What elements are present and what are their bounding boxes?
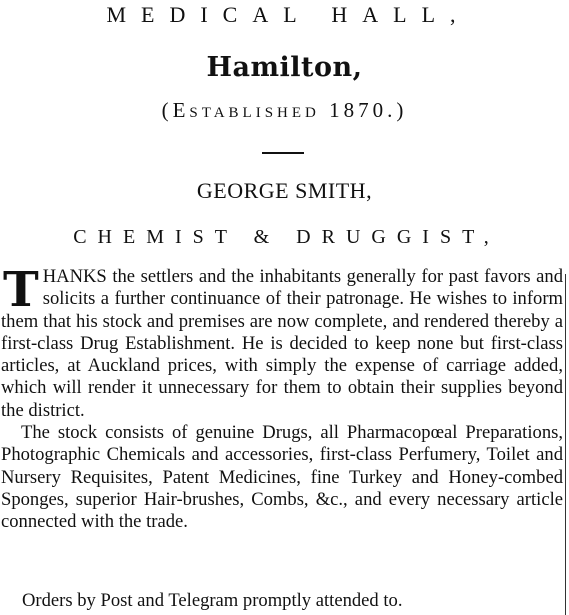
notice-body <box>1 262 563 534</box>
section-divider <box>262 152 304 154</box>
column-rule <box>565 274 566 615</box>
established-line: (Established 1870.) <box>161 98 408 122</box>
paragraph-1-text: the settlers and the inhabitants generally for past favors and solicits a further continuance of their patronage. He wishes to inform them that his stock and premises are now complete, and rendered thereby a first-class Drug Establishment. He is decided to keep none but first-class articles, at Auckland prices, with simply the expense of carriage added, which will render it unnecessary for them to obtain their supplies beyond the district. <box>1 266 563 421</box>
location-heading: Hamilton, <box>206 52 363 83</box>
drop-cap: T <box>3 262 39 318</box>
business-name: MEDICAL HALL, <box>106 2 471 27</box>
notice-paragraph-1 <box>1 262 563 422</box>
notice-paragraph-2 <box>1 422 563 533</box>
closing-line: Orders by Post and Telegram promptly attended to. <box>22 590 403 611</box>
proprietor-name: GEORGE SMITH, <box>196 178 373 203</box>
proprietor-trade: CHEMIST & DRUGGIST, <box>73 226 500 248</box>
lead-word: HANKS <box>42 266 107 287</box>
paragraph-2-text: The stock consists of genuine Drugs, all Pharmacopœal Preparations, Photographic Chemicals and accessories, first-class Perfumery, Toilet and Nursery Requisites, Patent Medicines, fine Turkey and Honey-combed Sponges, superior Hair-brushes, Combs, &c., and every necessary article connected with the trade. <box>1 422 563 533</box>
